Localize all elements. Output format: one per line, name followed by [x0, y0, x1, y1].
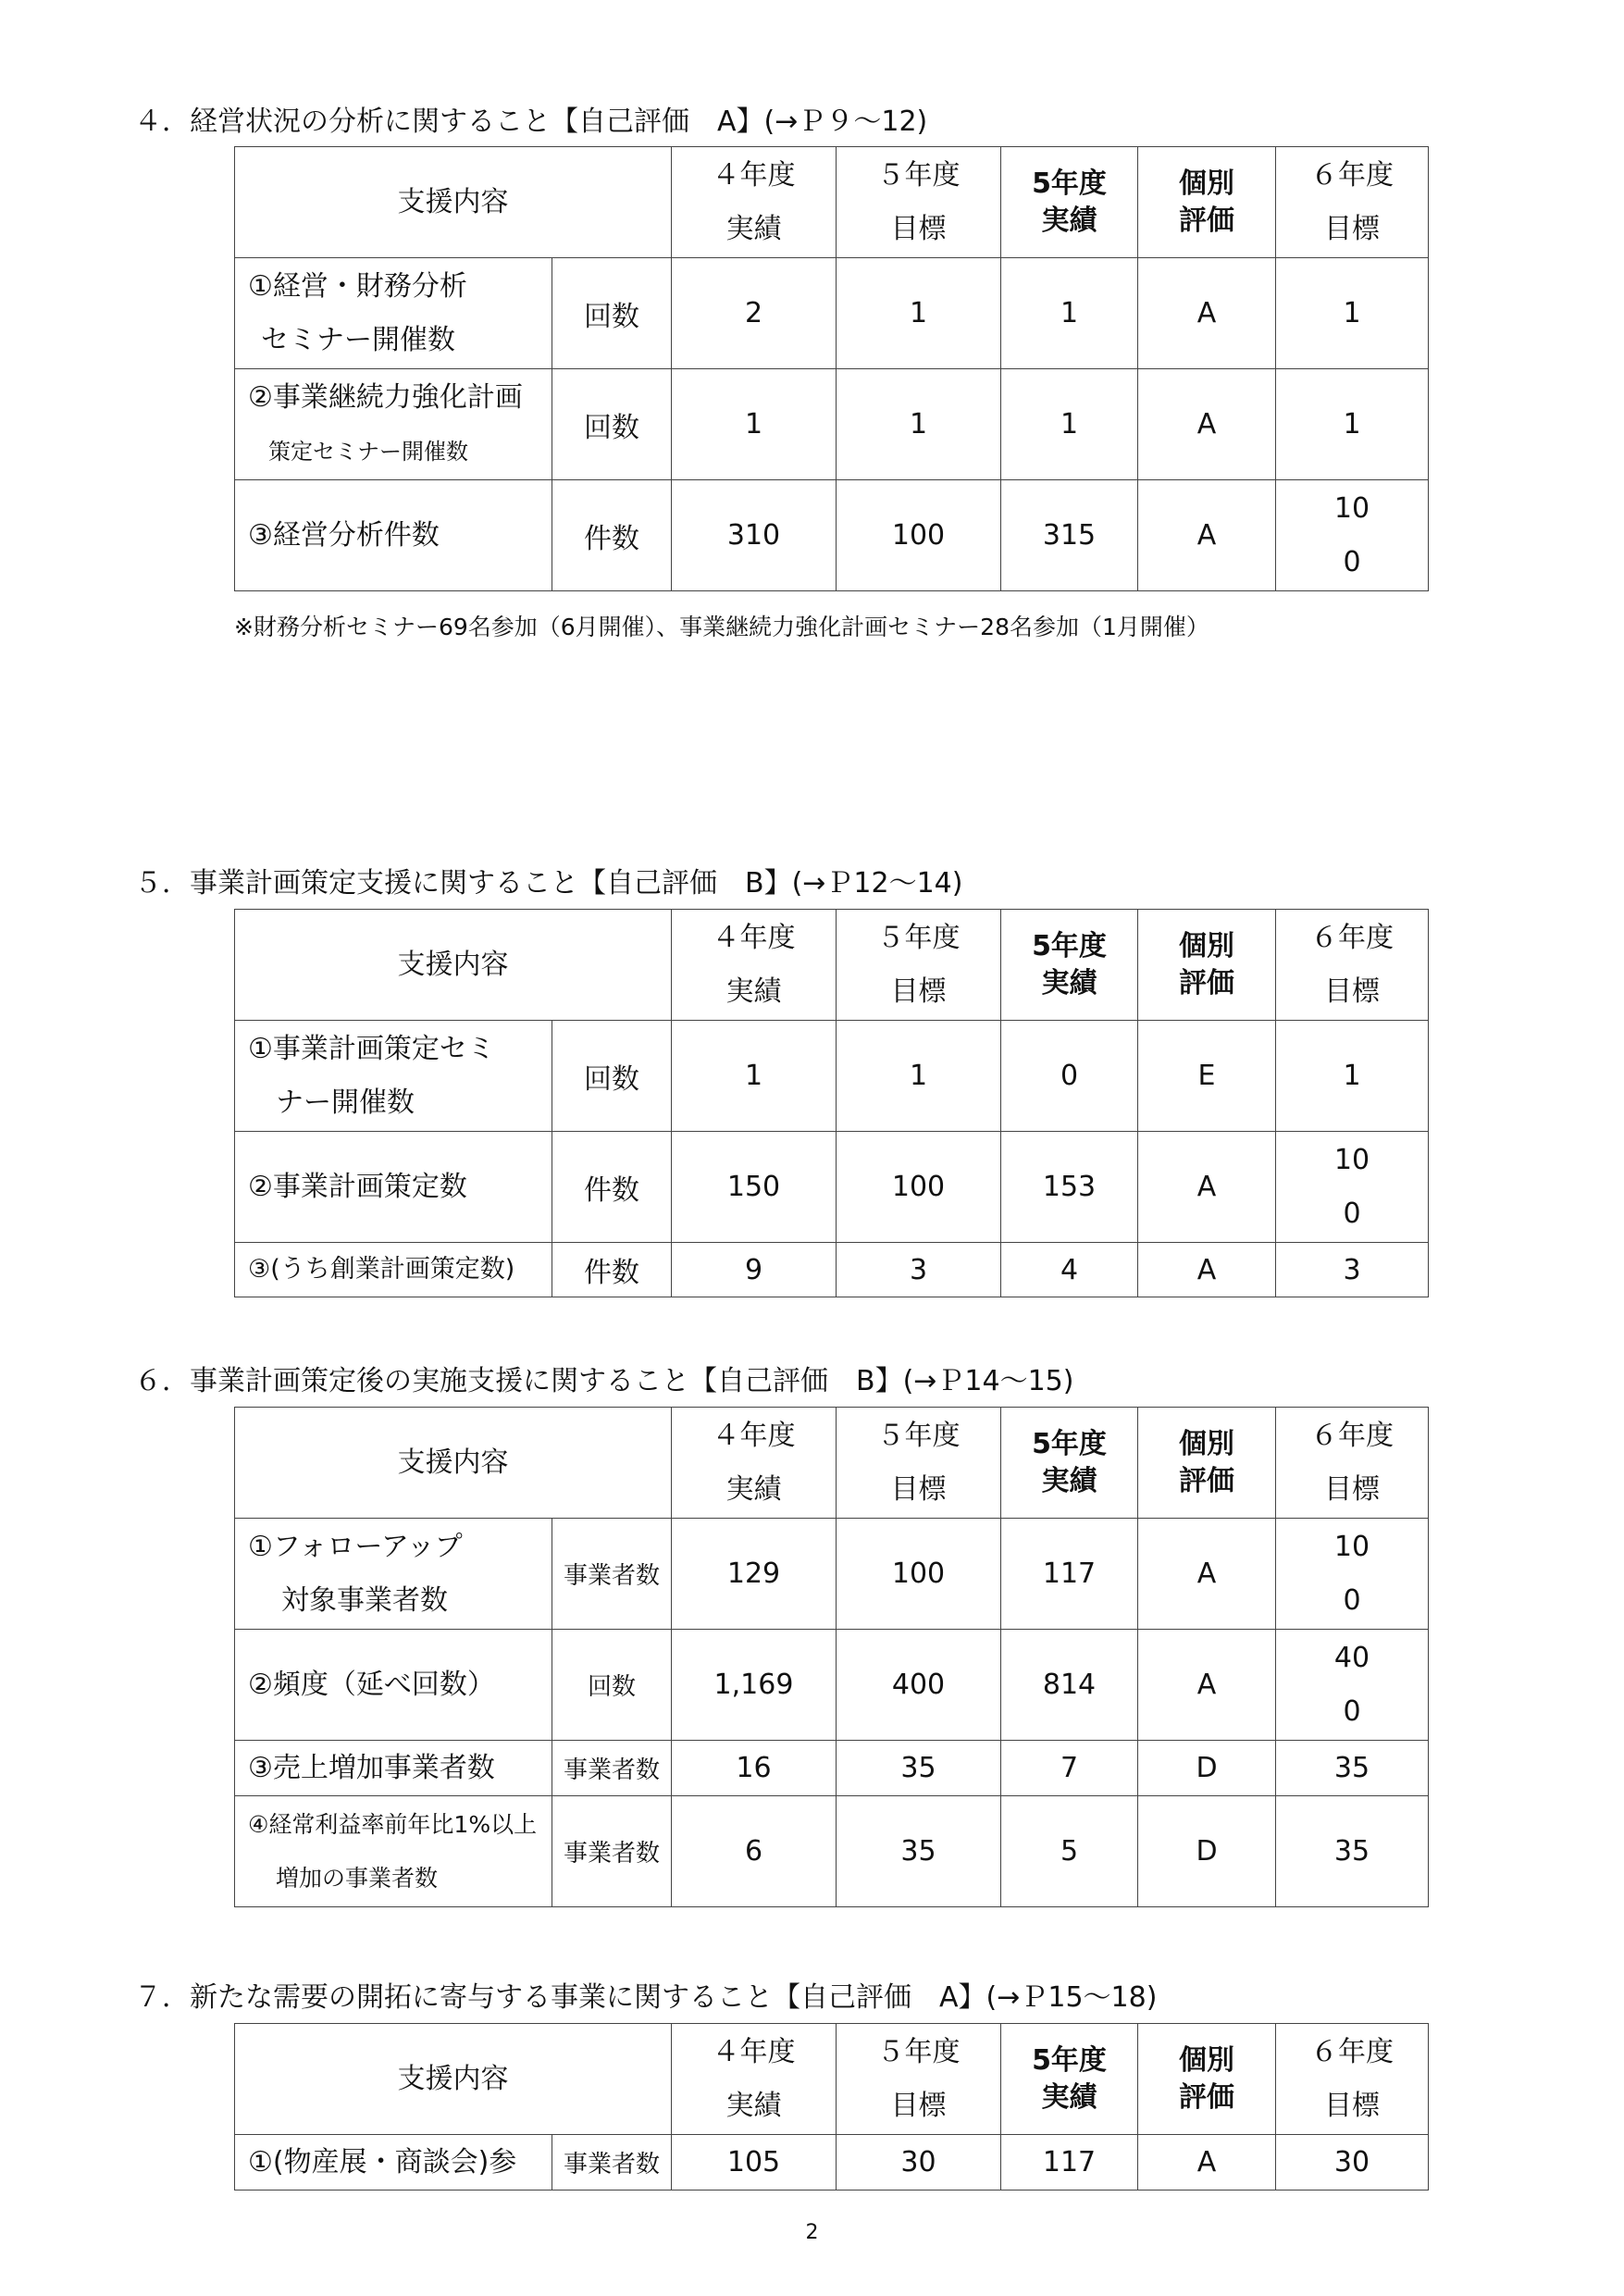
section-7-table [234, 2023, 1429, 2191]
item-cell: ④経常利益率前年比1%以上 増加の事業者数 [235, 1796, 552, 1907]
a5-cell: 315 [1001, 480, 1138, 591]
a5-cell: 4 [1001, 1243, 1138, 1297]
t5-cell: 400 [837, 1630, 1001, 1741]
item-cell: ②事業計画策定数 [235, 1132, 552, 1243]
t5-cell: 30 [837, 2135, 1001, 2191]
unit-cell: 回数 [552, 369, 672, 480]
t5-cell: 35 [837, 1741, 1001, 1796]
header-t6: ６年度 目標 [1276, 147, 1429, 258]
t6-cell: 10 0 [1276, 480, 1429, 591]
ev-cell: A [1138, 2135, 1276, 2191]
a5-cell: 1 [1001, 258, 1138, 369]
t6-cell: 10 0 [1276, 1519, 1429, 1630]
item-cell: ①事業計画策定セミ ナー開催数 [235, 1021, 552, 1132]
unit-cell: 回数 [552, 258, 672, 369]
header-a5: 5年度 実績 [1001, 1408, 1138, 1519]
r4-cell: 1 [672, 369, 837, 480]
a5-cell: 814 [1001, 1630, 1138, 1741]
a5-cell: 117 [1001, 1519, 1138, 1630]
header-t5: ５年度 目標 [837, 910, 1001, 1021]
a5-cell: 117 [1001, 2135, 1138, 2191]
unit-cell: 事業者数 [552, 1796, 672, 1907]
table-row [235, 1630, 1429, 1741]
header-ev: 個別 評価 [1138, 910, 1276, 1021]
ev-cell: E [1138, 1021, 1276, 1132]
section-6-table [234, 1407, 1429, 1907]
header-t6: ６年度 目標 [1276, 2024, 1429, 2135]
ev-cell: D [1138, 1741, 1276, 1796]
r4-cell: 2 [672, 258, 837, 369]
t6-cell: 35 [1276, 1796, 1429, 1907]
item-cell: ③売上増加事業者数 [235, 1741, 552, 1796]
section-4-heading: ４．経営状況の分析に関すること【自己評価 A】(→Ｐ９～12) [134, 105, 928, 138]
unit-cell: 回数 [552, 1021, 672, 1132]
r4-cell: 6 [672, 1796, 837, 1907]
a5-cell: 1 [1001, 369, 1138, 480]
section-7-heading: ７．新たな需要の開拓に寄与する事業に関すること【自己評価 A】(→Ｐ15～18) [134, 1981, 1158, 2014]
r4-cell: 150 [672, 1132, 837, 1243]
t6-cell: 10 0 [1276, 1132, 1429, 1243]
r4-cell: 9 [672, 1243, 837, 1297]
t6-cell: 3 [1276, 1243, 1429, 1297]
t6-cell: 35 [1276, 1741, 1429, 1796]
t5-cell: 1 [837, 258, 1001, 369]
item-cell: ①(物産展・商談会)参 [235, 2135, 552, 2191]
t5-cell: 100 [837, 480, 1001, 591]
r4-cell: 1,169 [672, 1630, 837, 1741]
unit-cell: 回数 [552, 1630, 672, 1741]
header-r4: ４年度 実績 [672, 2024, 837, 2135]
r4-cell: 16 [672, 1741, 837, 1796]
item-cell: ①フォローアップ 対象事業者数 [235, 1519, 552, 1630]
table-header-row [235, 910, 1429, 1021]
section-4-note: ※財務分析セミナー69名参加（6月開催）、事業継続力強化計画セミナー28名参加（1月開催） [234, 614, 1209, 640]
table-row [235, 1796, 1429, 1907]
a5-cell: 7 [1001, 1741, 1138, 1796]
header-r4: ４年度 実績 [672, 910, 837, 1021]
r4-cell: 105 [672, 2135, 837, 2191]
r4-cell: 310 [672, 480, 837, 591]
table-row [235, 480, 1429, 591]
t5-cell: 100 [837, 1519, 1001, 1630]
header-r4: ４年度 実績 [672, 1408, 837, 1519]
unit-cell: 事業者数 [552, 1519, 672, 1630]
table-header-row [235, 147, 1429, 258]
item-cell: ①経営・財務分析 セミナー開催数 [235, 258, 552, 369]
header-t6: ６年度 目標 [1276, 1408, 1429, 1519]
ev-cell: A [1138, 258, 1276, 369]
section-4-table [234, 146, 1429, 591]
t6-cell: 40 0 [1276, 1630, 1429, 1741]
r4-cell: 1 [672, 1021, 837, 1132]
ev-cell: A [1138, 480, 1276, 591]
header-t5: ５年度 目標 [837, 1408, 1001, 1519]
item-cell: ③(うち創業計画策定数) [235, 1243, 552, 1297]
table-row [235, 1243, 1429, 1297]
t6-cell: 30 [1276, 2135, 1429, 2191]
table-row [235, 258, 1429, 369]
item-cell: ②頻度（延べ回数） [235, 1630, 552, 1741]
header-r4: ４年度 実績 [672, 147, 837, 258]
t5-cell: 3 [837, 1243, 1001, 1297]
ev-cell: A [1138, 1630, 1276, 1741]
table-row [235, 1132, 1429, 1243]
ev-cell: A [1138, 1519, 1276, 1630]
unit-cell: 件数 [552, 1243, 672, 1297]
header-a5: 5年度 実績 [1001, 910, 1138, 1021]
t5-cell: 100 [837, 1132, 1001, 1243]
table-header-row [235, 1408, 1429, 1519]
header-ev: 個別 評価 [1138, 147, 1276, 258]
header-content: 支援内容 [235, 147, 672, 258]
ev-cell: D [1138, 1796, 1276, 1907]
table-row [235, 369, 1429, 480]
table-row [235, 2135, 1429, 2191]
a5-cell: 5 [1001, 1796, 1138, 1907]
header-a5: 5年度 実績 [1001, 147, 1138, 258]
header-t6: ６年度 目標 [1276, 910, 1429, 1021]
header-a5: 5年度 実績 [1001, 2024, 1138, 2135]
header-ev: 個別 評価 [1138, 2024, 1276, 2135]
header-content: 支援内容 [235, 910, 672, 1021]
page-number: 2 [805, 2221, 819, 2244]
t5-cell: 1 [837, 369, 1001, 480]
t6-cell: 1 [1276, 369, 1429, 480]
header-content: 支援内容 [235, 1408, 672, 1519]
header-t5: ５年度 目標 [837, 147, 1001, 258]
table-row [235, 1519, 1429, 1630]
table-row [235, 1741, 1429, 1796]
ev-cell: A [1138, 1132, 1276, 1243]
a5-cell: 153 [1001, 1132, 1138, 1243]
unit-cell: 事業者数 [552, 2135, 672, 2191]
unit-cell: 件数 [552, 480, 672, 591]
header-t5: ５年度 目標 [837, 2024, 1001, 2135]
section-5-heading: ５．事業計画策定支援に関すること【自己評価 B】(→Ｐ12～14) [134, 867, 963, 900]
header-content: 支援内容 [235, 2024, 672, 2135]
item-cell: ②事業継続力強化計画 策定セミナー開催数 [235, 369, 552, 480]
unit-cell: 件数 [552, 1132, 672, 1243]
ev-cell: A [1138, 1243, 1276, 1297]
table-header-row [235, 2024, 1429, 2135]
header-ev: 個別 評価 [1138, 1408, 1276, 1519]
section-6-heading: ６．事業計画策定後の実施支援に関すること【自己評価 B】(→Ｐ14～15) [134, 1365, 1074, 1397]
t6-cell: 1 [1276, 1021, 1429, 1132]
t5-cell: 35 [837, 1796, 1001, 1907]
a5-cell: 0 [1001, 1021, 1138, 1132]
r4-cell: 129 [672, 1519, 837, 1630]
ev-cell: A [1138, 369, 1276, 480]
t6-cell: 1 [1276, 258, 1429, 369]
section-5-table [234, 909, 1429, 1297]
item-cell: ③経営分析件数 [235, 480, 552, 591]
table-row [235, 1021, 1429, 1132]
unit-cell: 事業者数 [552, 1741, 672, 1796]
t5-cell: 1 [837, 1021, 1001, 1132]
